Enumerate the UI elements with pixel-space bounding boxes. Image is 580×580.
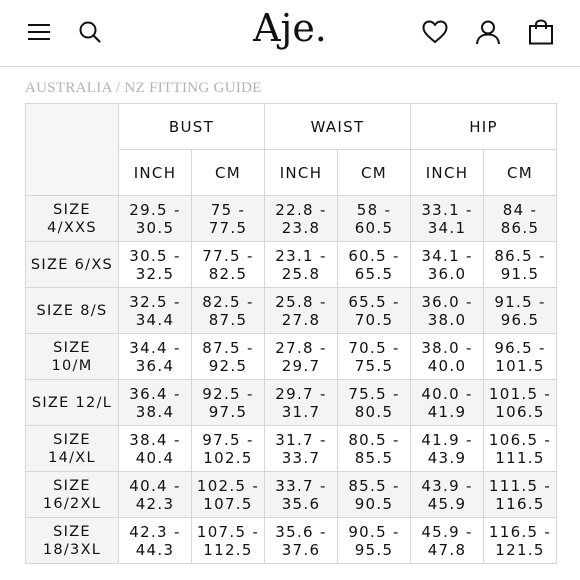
measurement-value: 23.1 - xyxy=(275,246,327,265)
measurement-cell xyxy=(338,196,411,242)
measurement-value: 31.7 - xyxy=(275,430,327,449)
measurement-value: 102.5 - xyxy=(196,476,260,495)
measurement-value: 29.7 xyxy=(281,356,321,375)
measurement-value: 65.5 - xyxy=(348,292,400,311)
column-group-header: BUST xyxy=(119,104,265,150)
unit-header: INCH xyxy=(265,150,338,196)
measurement-cell xyxy=(338,242,411,288)
measurement-value: 38.4 xyxy=(135,402,175,421)
size-label-cell xyxy=(26,518,119,564)
table-row xyxy=(26,426,557,472)
measurement-value: 32.5 xyxy=(135,264,175,283)
measurement-cell xyxy=(119,242,192,288)
breadcrumb: AUSTRALIA / NZ FITTING GUIDE xyxy=(25,80,262,96)
measurement-value: 80.5 - xyxy=(348,430,400,449)
measurement-cell xyxy=(411,196,484,242)
measurement-cell xyxy=(265,196,338,242)
table-row xyxy=(26,518,557,564)
measurement-cell xyxy=(265,288,338,334)
measurement-cell xyxy=(192,242,265,288)
table-row xyxy=(26,472,557,518)
size-label: 10/M xyxy=(51,357,93,374)
measurement-value: 75.5 - xyxy=(348,384,400,403)
table-row xyxy=(26,288,557,334)
measurement-cell xyxy=(411,334,484,380)
measurement-value: 90.5 xyxy=(354,494,394,513)
measurement-cell xyxy=(119,334,192,380)
unit-header: INCH xyxy=(411,150,484,196)
measurement-value: 37.6 xyxy=(281,540,321,559)
measurement-value: 92.5 xyxy=(208,356,248,375)
table-row xyxy=(26,196,557,242)
measurement-value: 33.1 - xyxy=(421,200,473,219)
measurement-cell xyxy=(411,380,484,426)
measurement-value: 29.5 - xyxy=(129,200,181,219)
measurement-value: 106.5 xyxy=(495,402,545,421)
measurement-cell xyxy=(119,472,192,518)
measurement-value: 23.8 xyxy=(281,218,321,237)
measurement-value: 36.4 - xyxy=(129,384,181,403)
measurement-value: 86.5 - xyxy=(494,246,546,265)
measurement-value: 101.5 - xyxy=(488,384,552,403)
measurement-value: 77.5 - xyxy=(202,246,254,265)
measurement-value: 82.5 - xyxy=(202,292,254,311)
measurement-cell xyxy=(484,242,557,288)
measurement-cell xyxy=(484,334,557,380)
table-row xyxy=(26,242,557,288)
measurement-value: 85.5 - xyxy=(348,476,400,495)
measurement-cell xyxy=(411,472,484,518)
measurement-value: 60.5 - xyxy=(348,246,400,265)
measurement-value: 33.7 xyxy=(281,448,321,467)
measurement-cell xyxy=(192,426,265,472)
measurement-value: 65.5 xyxy=(354,264,394,283)
size-label-cell xyxy=(26,426,119,472)
measurement-cell xyxy=(484,518,557,564)
measurement-cell xyxy=(338,380,411,426)
size-label-cell xyxy=(26,242,119,288)
measurement-cell xyxy=(338,472,411,518)
measurement-value: 87.5 xyxy=(208,310,248,329)
measurement-cell xyxy=(192,472,265,518)
table-row xyxy=(26,334,557,380)
measurement-cell xyxy=(484,380,557,426)
size-label: SIZE 12/L xyxy=(31,394,113,411)
measurement-cell xyxy=(338,518,411,564)
size-label: 18/3XL xyxy=(42,541,102,558)
measurement-cell xyxy=(338,288,411,334)
measurement-value: 97.5 - xyxy=(202,430,254,449)
size-label-cell xyxy=(26,196,119,242)
measurement-cell xyxy=(265,518,338,564)
measurement-value: 36.4 xyxy=(135,356,175,375)
measurement-value: 96.5 xyxy=(500,310,540,329)
measurement-value: 32.5 - xyxy=(129,292,181,311)
measurement-value: 40.4 - xyxy=(129,476,181,495)
size-label: SIZE xyxy=(53,201,91,218)
measurement-value: 87.5 - xyxy=(202,338,254,357)
column-group-header: HIP xyxy=(411,104,557,150)
measurement-value: 40.0 xyxy=(427,356,467,375)
measurement-cell xyxy=(119,196,192,242)
size-label: 16/2XL xyxy=(42,495,102,512)
measurement-value: 80.5 xyxy=(354,402,394,421)
unit-header: CM xyxy=(338,150,411,196)
measurement-cell xyxy=(265,242,338,288)
measurement-value: 106.5 - xyxy=(488,430,552,449)
measurement-value: 30.5 xyxy=(135,218,175,237)
measurement-cell xyxy=(411,288,484,334)
size-label: SIZE xyxy=(53,477,91,494)
measurement-cell xyxy=(119,288,192,334)
measurement-value: 29.7 - xyxy=(275,384,327,403)
size-label-cell xyxy=(26,380,119,426)
measurement-value: 31.7 xyxy=(281,402,321,421)
measurement-value: 90.5 - xyxy=(348,522,400,541)
measurement-cell xyxy=(192,288,265,334)
measurement-cell xyxy=(265,380,338,426)
measurement-value: 75 - xyxy=(210,200,246,219)
measurement-value: 84 - xyxy=(502,200,538,219)
measurement-value: 92.5 - xyxy=(202,384,254,403)
size-chart-body xyxy=(26,196,557,564)
measurement-value: 116.5 - xyxy=(488,522,552,541)
size-label: SIZE 6/XS xyxy=(30,256,114,273)
measurement-value: 34.4 - xyxy=(129,338,181,357)
measurement-value: 111.5 xyxy=(495,448,545,467)
measurement-value: 91.5 xyxy=(500,264,540,283)
measurement-cell xyxy=(265,426,338,472)
measurement-cell xyxy=(484,196,557,242)
measurement-value: 34.1 - xyxy=(421,246,473,265)
size-label-cell xyxy=(26,288,119,334)
measurement-cell xyxy=(192,518,265,564)
size-label: SIZE xyxy=(53,339,91,356)
measurement-value: 97.5 xyxy=(208,402,248,421)
measurement-value: 44.3 xyxy=(135,540,175,559)
measurement-value: 91.5 - xyxy=(494,292,546,311)
measurement-value: 41.9 xyxy=(427,402,467,421)
measurement-value: 70.5 - xyxy=(348,338,400,357)
measurement-value: 95.5 xyxy=(354,540,394,559)
measurement-value: 70.5 xyxy=(354,310,394,329)
measurement-value: 40.0 - xyxy=(421,384,473,403)
measurement-value: 86.5 xyxy=(500,218,540,237)
table-row xyxy=(26,380,557,426)
measurement-value: 107.5 xyxy=(203,494,253,513)
measurement-value: 35.6 xyxy=(281,494,321,513)
measurement-value: 34.1 xyxy=(427,218,467,237)
unit-header: CM xyxy=(192,150,265,196)
measurement-value: 36.0 - xyxy=(421,292,473,311)
measurement-cell xyxy=(192,380,265,426)
size-label: 4/XXS xyxy=(47,219,97,236)
heart-icon[interactable] xyxy=(420,17,450,47)
measurement-cell xyxy=(265,334,338,380)
measurement-value: 111.5 - xyxy=(488,476,552,495)
measurement-value: 47.8 xyxy=(427,540,467,559)
unit-header: INCH xyxy=(119,150,192,196)
measurement-value: 41.9 - xyxy=(421,430,473,449)
measurement-value: 85.5 xyxy=(354,448,394,467)
measurement-value: 45.9 - xyxy=(421,522,473,541)
measurement-cell xyxy=(119,426,192,472)
measurement-value: 101.5 xyxy=(495,356,545,375)
measurement-value: 77.5 xyxy=(208,218,248,237)
measurement-value: 112.5 xyxy=(203,540,253,559)
measurement-value: 38.0 - xyxy=(421,338,473,357)
measurement-value: 25.8 xyxy=(281,264,321,283)
size-label: SIZE xyxy=(53,431,91,448)
measurement-cell xyxy=(338,426,411,472)
size-label-cell xyxy=(26,334,119,380)
measurement-value: 35.6 - xyxy=(275,522,327,541)
measurement-value: 33.7 - xyxy=(275,476,327,495)
measurement-cell xyxy=(411,426,484,472)
measurement-value: 36.0 xyxy=(427,264,467,283)
measurement-cell xyxy=(484,288,557,334)
measurement-value: 96.5 - xyxy=(494,338,546,357)
measurement-cell xyxy=(119,518,192,564)
unit-header: CM xyxy=(484,150,557,196)
size-label: SIZE 8/S xyxy=(36,302,108,319)
size-label: 14/XL xyxy=(48,449,96,466)
measurement-cell xyxy=(411,518,484,564)
measurement-value: 75.5 xyxy=(354,356,394,375)
measurement-value: 27.8 xyxy=(281,310,321,329)
measurement-cell xyxy=(484,426,557,472)
measurement-cell xyxy=(484,472,557,518)
measurement-value: 27.8 - xyxy=(275,338,327,357)
measurement-value: 34.4 xyxy=(135,310,175,329)
measurement-value: 38.4 - xyxy=(129,430,181,449)
brand-logo[interactable]: Aje. xyxy=(253,6,327,50)
measurement-value: 25.8 - xyxy=(275,292,327,311)
measurement-value: 107.5 - xyxy=(196,522,260,541)
bag-icon[interactable] xyxy=(526,17,556,47)
measurement-value: 22.8 - xyxy=(275,200,327,219)
account-icon[interactable] xyxy=(473,17,503,47)
measurement-value: 42.3 - xyxy=(129,522,181,541)
size-chart-table xyxy=(25,103,557,564)
column-group-header: WAIST xyxy=(265,104,411,150)
measurement-value: 45.9 xyxy=(427,494,467,513)
site-header xyxy=(0,0,580,67)
measurement-value: 102.5 xyxy=(203,448,253,467)
measurement-cell xyxy=(192,196,265,242)
measurement-cell xyxy=(119,380,192,426)
measurement-value: 82.5 xyxy=(208,264,248,283)
measurement-value: 121.5 xyxy=(495,540,545,559)
measurement-value: 116.5 xyxy=(495,494,545,513)
measurement-value: 58 - xyxy=(356,200,392,219)
measurement-cell xyxy=(192,334,265,380)
measurement-value: 40.4 xyxy=(135,448,175,467)
measurement-value: 43.9 xyxy=(427,448,467,467)
table-corner-cell xyxy=(26,104,119,196)
measurement-cell xyxy=(411,242,484,288)
size-label: SIZE xyxy=(53,523,91,540)
measurement-cell xyxy=(265,472,338,518)
size-label-cell xyxy=(26,472,119,518)
measurement-value: 30.5 - xyxy=(129,246,181,265)
measurement-value: 42.3 xyxy=(135,494,175,513)
measurement-value: 60.5 xyxy=(354,218,394,237)
measurement-value: 43.9 - xyxy=(421,476,473,495)
measurement-cell xyxy=(338,334,411,380)
measurement-value: 38.0 xyxy=(427,310,467,329)
